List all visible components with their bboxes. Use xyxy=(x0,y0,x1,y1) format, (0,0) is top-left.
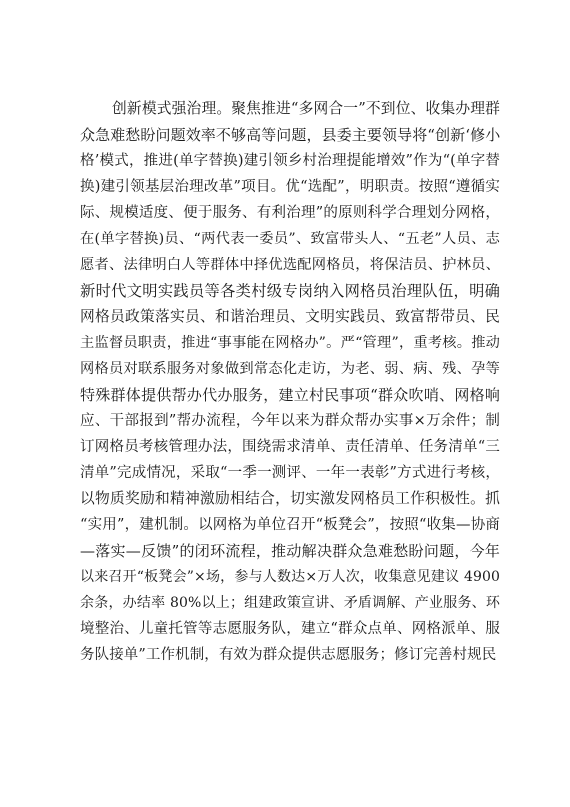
text-line: 境整治、儿童托管等志愿服务队，建立“群众点单、网格派单、服 xyxy=(80,621,500,637)
text-line: 余条，办结率 80%以上；组建政策宣讲、矛盾调解、产业服务、环 xyxy=(80,595,500,611)
body-paragraph xyxy=(80,96,500,668)
text-line: 愿者、法律明白人等群体中择优选配网格员，将保洁员、护林员、 xyxy=(80,257,500,273)
text-line: 应、干部报到”帮办流程，今年以来为群众帮办实事×万余件；制 xyxy=(80,413,500,429)
text-line: 网格员对联系服务对象做到常态化走访，为老、弱、病、残、孕等 xyxy=(80,361,500,377)
text-line: 在(单字替换)员、“两代表一委员”、致富带头人、“五老”人员、志 xyxy=(80,231,500,247)
text-line: 特殊群体提供帮办代办服务，建立村民事项“群众吹哨、网格响 xyxy=(80,386,500,404)
text-line: “实用”，建机制。以网格为单位召开“板凳会”，按照“收集—协商 xyxy=(80,517,500,533)
text-line: 订网格员考核管理办法，围绕需求清单、责任清单、任务清单“三 xyxy=(80,439,500,455)
text-line: 以来召开“板凳会”×场，参与人数达×万人次，收集意见建议 4900 xyxy=(80,569,500,585)
text-line: 格’模式，推进(单字替换)建引领乡村治理提能增效”作为“(单字替 xyxy=(80,153,500,169)
text-line: 众急难愁盼问题效率不够高等问题，县委主要领导将“创新‘修小 xyxy=(80,126,501,144)
text-line: —落实—反馈”的闭环流程，推动解决群众急难愁盼问题，今年 xyxy=(80,542,500,560)
text-line: 新时代文明实践员等各类村级专岗纳入网格员治理队伍，明确 xyxy=(80,282,500,300)
text-line: 网格员政策落实员、和谐治理员、文明实践员、致富帮带员、民 xyxy=(80,308,500,325)
text-line: 换)建引领基层治理改革”项目。优“选配”，明职责。按照“遵循实 xyxy=(80,179,500,195)
text-line: 主监督员职责，推进“事事能在网格办”。严“管理”，重考核。推动 xyxy=(80,335,500,351)
text-line: 创新模式强治理。聚焦推进“多网合一”不到位、收集办理群 xyxy=(112,100,500,117)
text-line: 清单”完成情况，采取“一季一测评、一年一表彰”方式进行考核， xyxy=(80,465,500,481)
text-line: 务队接单”工作机制，有效为群众提供志愿服务；修订完善村规民 xyxy=(80,647,497,663)
text-line: 际、规模适度、便于服务、有利治理”的原则科学合理划分网格， xyxy=(80,205,500,221)
text-line: 以物质奖励和精神激励相结合，切实激发网格员工作积极性。抓 xyxy=(80,490,500,507)
